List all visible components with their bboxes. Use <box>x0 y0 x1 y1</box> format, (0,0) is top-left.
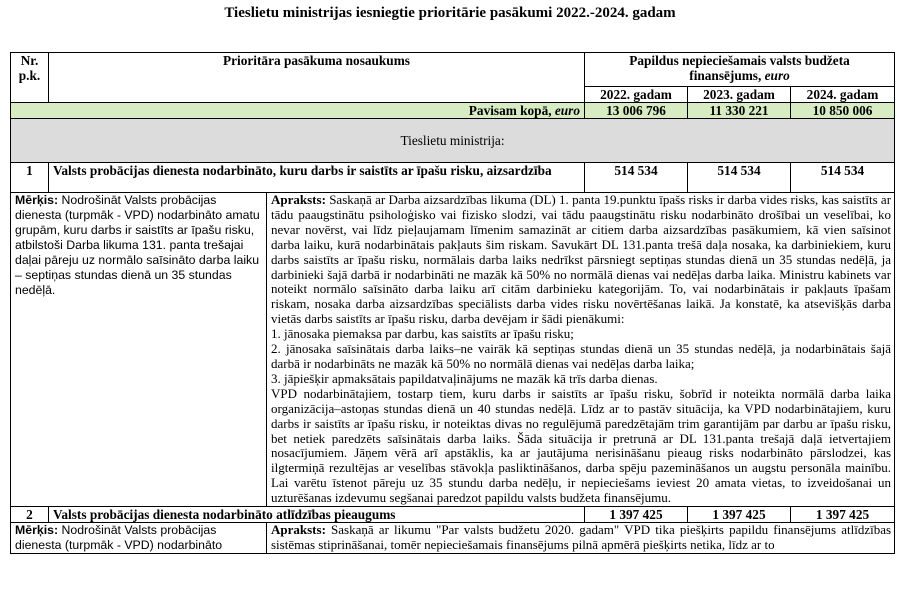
item-1-number: 1 <box>11 163 49 193</box>
item-2-desc-label: Apraksts: <box>271 522 326 538</box>
funding-header-line1: Papildus nepieciešamais valsts budžeta <box>629 53 850 68</box>
funding-header-line2: finansējums, <box>689 68 765 83</box>
item-2-number: 2 <box>11 507 49 523</box>
item-1-goal-text: Nodrošināt Valsts probācijas dienesta (turpmāk - VPD) nodarbināto amatu grupām, kuru darbs ir saistīts ar īpašu risku, atbilstoši Darba likuma 131. panta trešajai daļai pāreju uz normālo saīsināto darba laiku – septiņas stundas dienā un 35 stundas nedēļā. <box>15 193 260 297</box>
item-1-description <box>267 193 895 507</box>
item-2-goal-label: Mērķis: <box>15 523 59 538</box>
item-2-goal-text: Nodrošināt Valsts probācijas dienesta (turpmāk - VPD) nodarbināto <box>15 523 223 553</box>
funding-column-header <box>585 53 895 87</box>
item-2-description <box>267 523 895 554</box>
item-1-desc-para-2: VPD nodarbinātajiem, tostarp tiem, kuru darbs ir saistīts ar īpašu risku, šobrīd ir noteikta normālā darba laika organizācija–astoņas stundas dienā un 40 stundas nedēļā. Līdz ar to pastāv situācija, ka VPD nodarbinātajiem, kuru darbs ir saistīts ar īpašu risku, ir noteiktas divas no regulējumā paredzētajām trim garantijām par darbu ar īpašu risku, bet netiek paredzēts saīsinātais darba laiks. Šāda situācija ir pretrunā ar DL 131.panta trešajā daļā ietvertajiem nosacījumiem. Jāņem vērā arī apstāklis, ka ar jautājuma nerisināšanu pieaug risks nodarbināto pārslodzei, kas ilgtermiņā rezultējas ar veselības stāvokļa pasliktināšanos, darba spēju pazemināšanos un augstu personāla mainību. Lai varētu īstenot pāreju uz 35 stundu darba nedēļu, ir nepieciešams ieviest 20 amata vietas, to izveidošanai un uzturēšanas izdevumu segšanai paredzot papildu valsts budžeta finansējumu. <box>271 385 892 506</box>
total-label <box>11 103 585 119</box>
item-1-desc-point-2: 2. jānosaka saīsinātais darba laiks–ne vairāk kā septiņas stundas dienā un 35 stundas nedēļā, ja nodarbinātais šajā darbā ir nodarbināts ne mazāk kā 50% no normālā dienas vai nedēļas darba laika; <box>271 341 892 371</box>
item-1-value-2024: 514 534 <box>791 163 895 193</box>
total-label-text: Pavisam kopā, <box>468 103 555 118</box>
item-1-value-2023: 514 534 <box>688 163 791 193</box>
ministry-heading: Tieslietu ministrija: <box>11 119 895 163</box>
total-2023: 11 330 221 <box>688 103 791 119</box>
total-2022: 13 006 796 <box>585 103 688 119</box>
nr-column-header <box>11 53 49 103</box>
item-1-goal-label: Mērķis: <box>15 193 59 207</box>
year-header-2022: 2022. gadam <box>585 87 688 103</box>
nr-header-line1: Nr. <box>20 53 39 68</box>
total-2024: 10 850 006 <box>791 103 895 119</box>
item-1-name: Valsts probācijas dienesta nodarbināto, kuru darbs ir saistīts ar īpašu risku, aizsardzība <box>49 163 585 193</box>
item-1-desc-para-1: Saskaņā ar Darba aizsardzības likuma (DL) 1. panta 19.punktu īpašs risks ir darba vides risks, kas saistīts ar tādu paaugstinātu psiholoģisko vai fizisko slodzi, vai tādu paaugstinātu risku nodarbināto drošībai un veselībai, ko nevar novērst, vai līdz pieļaujamam līmenim samazināt ar citiem darba aizsardzības pasākumiem, kā vien saīsinot darba laiku, kurā nodarbinātais pakļauts šim riskam. Savukārt DL 131.panta trešā daļa nosaka, ka darbiniekiem, kuru darbs saistīts ar īpašu risku, normālais darba laiks nedrīkst pārsniegt septiņas stundas dienā un 35 stundas nedēļā, ja darbinieki šajā darbā ir nodarbināti ne mazāk kā 50% no normālā dienas vai nedēļas darba laika. Ministru kabinets var noteikt normālo saīsināto darba laiku arī citām darbinieku kategorijām. To, vai nodarbinātais ir pakļauts īpašam riskam, nosaka darba aizsardzības speciālists darba vides risku novērtēšanas laikā. Ja konstatē, ka atsevišķās darba vietās darbs saistīts ar īpašu risku, darba devējam ir šādi pienākumi: <box>271 192 892 327</box>
name-column-header: Prioritāra pasākuma nosaukums <box>49 53 585 103</box>
item-1-goal <box>11 193 267 507</box>
item-1-desc-label: Apraksts: <box>271 192 326 207</box>
funding-header-unit: euro <box>764 68 790 83</box>
item-1-value-2022: 514 534 <box>585 163 688 193</box>
year-header-2024: 2024. gadam <box>791 87 895 103</box>
item-1-desc-point-3: 3. jāpiešķir apmaksātais papildatvaļinājums ne mazāk kā trīs darba dienas. <box>271 370 658 386</box>
item-1-desc-point-1: 1. jānosaka piemaksa par darbu, kas saistīts ar īpašu risku; <box>271 326 574 342</box>
item-2-value-2023: 1 397 425 <box>688 507 791 523</box>
item-2-desc-text: Saskaņā ar likumu "Par valsts budžetu 2020. gadam" VPD tika piešķirts papildu finansējums atlīdzības sistēmas stiprināšanai, tomēr nepieciešamais finansējums pilnā apmērā piešķirts netika, līdz ar to <box>271 522 892 552</box>
priority-measures-table <box>10 52 895 554</box>
item-2-goal <box>11 523 267 554</box>
item-2-name: Valsts probācijas dienesta nodarbināto atlīdzības pieaugums <box>49 507 585 523</box>
document-title: Tieslietu ministrijas iesniegtie prioritārie pasākumi 2022.-2024. gadam <box>224 5 676 21</box>
year-header-2023: 2023. gadam <box>688 87 791 103</box>
total-label-unit: euro <box>554 103 580 118</box>
item-2-value-2024: 1 397 425 <box>791 507 895 523</box>
item-2-value-2022: 1 397 425 <box>585 507 688 523</box>
nr-header-line2: p.k. <box>18 68 41 83</box>
